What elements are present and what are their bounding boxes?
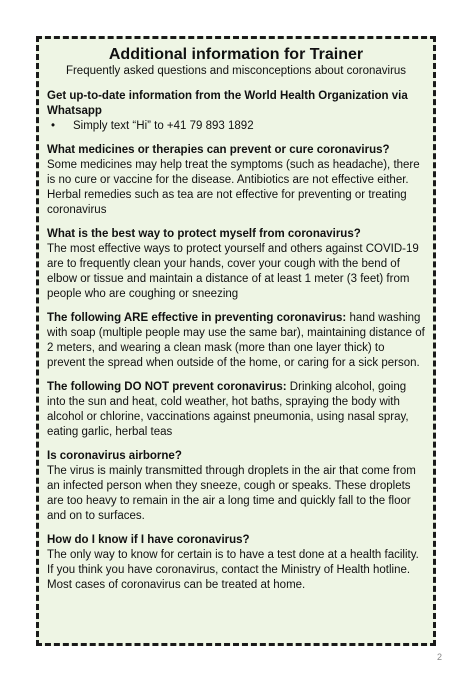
section-effective: [47, 311, 425, 371]
section-protection: [47, 227, 425, 302]
section-heading: Is coronavirus airborne?: [47, 450, 182, 462]
section-heading: What medicines or therapies can prevent or cure coronavirus?: [47, 144, 390, 156]
section-airborne: [47, 449, 425, 524]
bullet-item: [47, 119, 425, 134]
section-answer: hand washing with soap (multiple people may use the same bar), maintaining distance of 2 meters, and wearing a clean mask (more than one layer thick) to prevent the spread when outside of the home, or caring for a sick person.: [47, 312, 425, 369]
section-lead: The following DO NOT prevent coronavirus:: [47, 381, 287, 393]
page-subtitle: Frequently asked questions and misconceptions about coronavirus: [65, 65, 407, 77]
section-answer: The most effective ways to protect yourself and others against COVID-19 are to frequently clean your hands, cover your cough with the bend of elbow or tissue and maintain a distance of at least 1 meter (3 feet) from people who are coughing or sneezing: [47, 243, 419, 300]
section-lead: The following ARE effective in preventing coronavirus:: [47, 312, 347, 324]
bullet-text: Simply text “Hi” to +41 79 893 1892: [73, 120, 254, 132]
page-title: Additional information for Trainer: [108, 46, 364, 63]
section-answer: The virus is mainly transmitted through droplets in the air that come from an infected person when they sneeze, cough or speaks. These droplets are too heavy to remain in the air a long time and quickly fall to the floor and on to surfaces.: [47, 465, 416, 522]
section-heading: How do I know if I have coronavirus?: [47, 534, 250, 546]
section-not-effective: [47, 380, 425, 440]
section-whatsapp: [47, 89, 425, 134]
section-answer: Some medicines may help treat the symptoms (such as headache), there is no cure or vaccine for the disease. Antibiotics are not effective either. Herbal remedies such as tea are not effective for preventing or treating coronavirus: [47, 159, 420, 216]
section-heading: What is the best way to protect myself from coronavirus?: [47, 228, 361, 240]
section-answer: Drinking alcohol, going into the sun and heat, cold weather, hot baths, spraying the body with alcohol or chlorine, vaccinations against pneumonia, using nasal spray, eating garlic, herbal teas: [47, 381, 409, 438]
section-answer: The only way to know for certain is to have a test done at a health facility. If you think you have coronavirus, contact the Ministry of Health hotline. Most cases of coronavirus can be treated at home.: [47, 549, 419, 591]
page-number: 2: [436, 652, 442, 662]
section-medicines: [47, 143, 425, 218]
trainer-info-box: [36, 36, 436, 646]
section-heading: Get up-to-date information from the World Health Organization via Whatsapp: [47, 90, 408, 117]
bullet-icon: •: [51, 120, 56, 132]
section-diagnosis: [47, 533, 425, 593]
